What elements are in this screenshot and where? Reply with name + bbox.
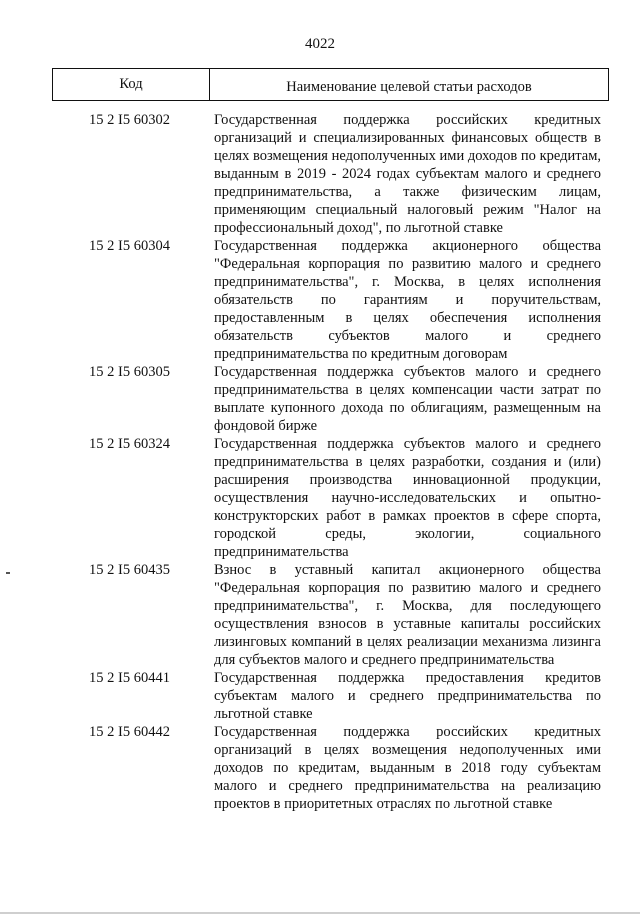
row-name: Взнос в уставный капитал акционерного общества "Федеральная корпорация по развитию малого и среднего предпринимательства", г. Москва, для последующего осуществления взносов в уставные капиталы российских лизинговых компаний в целях реализации механизма лизинга для субъектов малого и среднего предпринимательства bbox=[214, 562, 601, 668]
row-code: 15 2 I5 60305 bbox=[89, 364, 170, 380]
row-code: 15 2 I5 60324 bbox=[89, 436, 170, 452]
table-row bbox=[52, 237, 609, 363]
scan-edge-mark bbox=[6, 572, 10, 574]
table-row bbox=[52, 669, 609, 723]
table-body bbox=[52, 111, 609, 813]
row-name: Государственная поддержка акционерного общества "Федеральная корпорация по развитию малого и среднего предпринимательства", г. Москва, в целях исполнения обязательств по гарантиям и поручительствам, предоставленным в целях обеспечения исполнения обязательств субъектов малого и среднего предпринимательства по кредитным договорам bbox=[214, 238, 601, 362]
column-header-code: Код bbox=[53, 69, 210, 100]
row-code: 15 2 I5 60442 bbox=[89, 724, 170, 740]
scan-bottom-edge bbox=[0, 912, 640, 914]
column-header-name: Наименование целевой статьи расходов bbox=[286, 79, 532, 95]
table-row bbox=[52, 723, 609, 813]
row-code: 15 2 I5 60302 bbox=[89, 112, 170, 128]
row-name: Государственная поддержка российских кредитных организаций в целях возмещения недополученных ими доходов по кредитам, выданным в 2018 году субъектам малого и среднего предпринимательства на реализацию проектов в приоритетных отраслях по льготной ставке bbox=[214, 724, 601, 812]
row-code: 15 2 I5 60435 bbox=[89, 562, 170, 578]
table-row bbox=[52, 561, 609, 669]
row-name: Государственная поддержка субъектов малого и среднего предпринимательства в целях компенсации части затрат по выплате купонного дохода по облигациям, размещенным на фондовой бирже bbox=[214, 364, 601, 434]
row-code: 15 2 I5 60441 bbox=[89, 670, 170, 686]
row-name: Государственная поддержка российских кредитных организаций и специализированных финансовых обществ в целях возмещения недополученных ими доходов по кредитам, выданным в 2019 - 2024 годах субъектам малого и среднего предпринимательства, а также физическим лицам, применяющим специальный налоговый режим "Налог на профессиональный доход", по льготной ставке bbox=[214, 112, 601, 236]
row-code: 15 2 I5 60304 bbox=[89, 238, 170, 254]
table-row bbox=[52, 111, 609, 237]
row-name: Государственная поддержка субъектов малого и среднего предпринимательства в целях разработки, создания и (или) расширения производства инновационной продукции, осуществления научно-исследовательских и опытно-конструкторских работ в рамках проектов в сфере спорта, городской среды, экологии, социального предпринимательства bbox=[214, 436, 601, 560]
table-header bbox=[52, 68, 609, 101]
table-row bbox=[52, 363, 609, 435]
page-number: 4022 bbox=[305, 36, 335, 52]
row-name: Государственная поддержка предоставления кредитов субъектам малого и среднего предпринимательства по льготной ставке bbox=[214, 670, 601, 722]
table-row bbox=[52, 435, 609, 561]
